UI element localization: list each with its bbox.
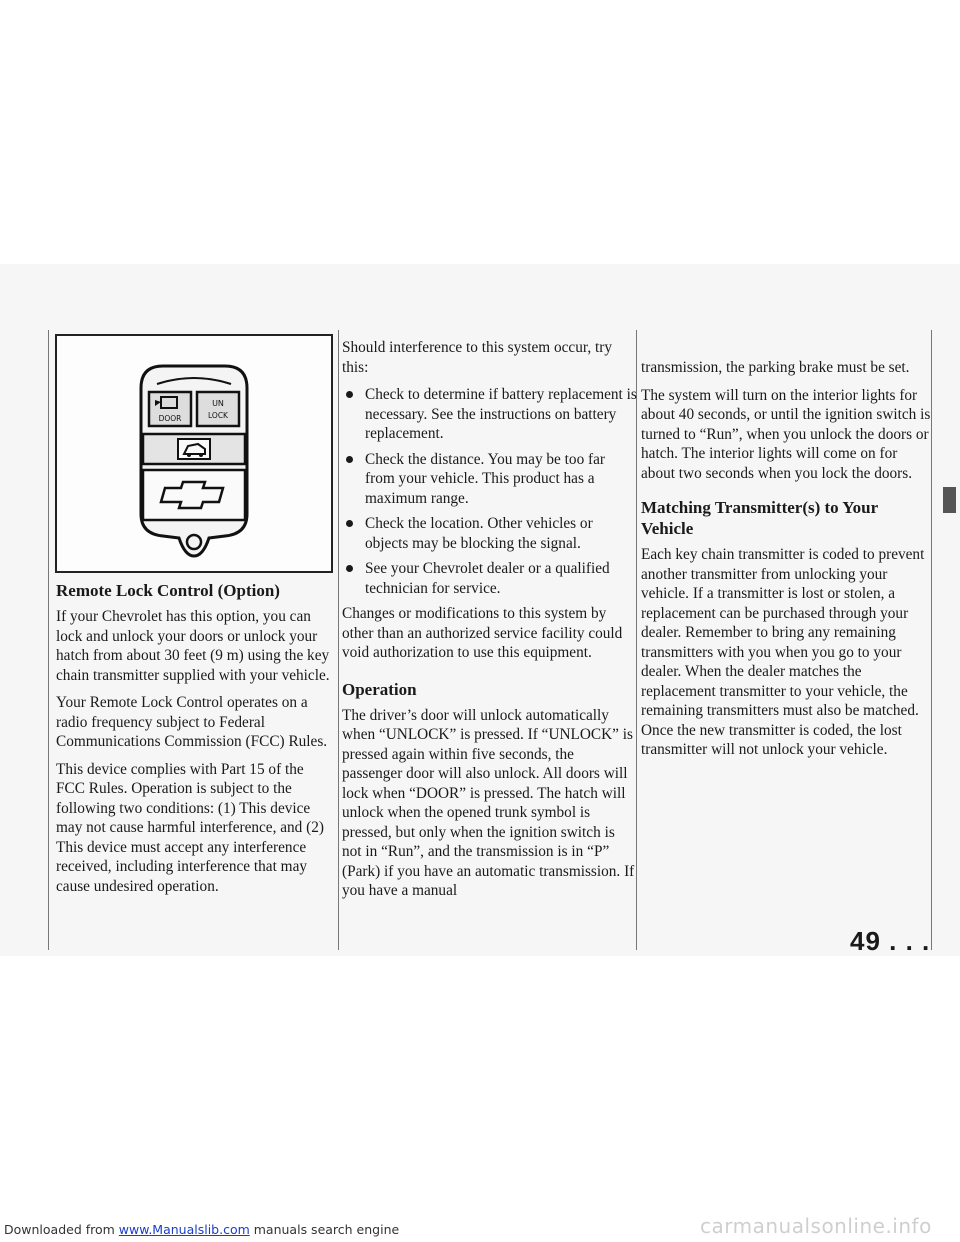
checklist-item: [342, 450, 638, 509]
logo-panel: [143, 470, 245, 520]
page-number: 49 . . .: [850, 926, 931, 956]
checklist-item-text: Check to determine if battery replacement is necessary. See the instructions on battery replacement.: [365, 386, 637, 442]
column-left: [56, 580, 336, 904]
operation-heading: Operation: [342, 679, 417, 699]
matching-heading: Matching Transmitter(s) to Your Vehicle: [641, 498, 878, 538]
trunk-wheel-icon: [199, 453, 203, 457]
continued-paragraph: transmission, the parking brake must be set.: [641, 359, 910, 376]
door-button-label: DOOR: [158, 414, 182, 423]
matching-paragraph: Each key chain transmitter is coded to prevent another transmitter from unlocking your vehicle. If a transmitter is lost or stolen, a replacement can be purchased through your dealer. Remember to bring any remaining transmitters with you when you go to your dealer. When the dealer matches the replacement transmitter to your vehicle, the remaining transmitters must also be matched. Once the new transmitter is coded, the lost transmitter will not unlock your vehicle.: [641, 546, 925, 758]
column-rule-left: [48, 330, 49, 950]
site-watermark: carmanualsonline.info: [700, 1214, 932, 1238]
interference-checklist: [342, 385, 638, 598]
unlock-button-label-lock: LOCK: [208, 411, 228, 420]
operation-paragraph: The driver’s door will unlock automatically when “UNLOCK” is pressed. If “UNLOCK” is pressed again within five seconds, the passenger door will also unlock. All doors will lock when “DOOR” is pressed. The hatch will unlock when the opened trunk symbol is pressed, but only when the ignition switch is not in “Run”, and the transmission is in “P” (Park) if you have an automatic transmission. If you have a manual: [342, 706, 635, 899]
column-right: [641, 358, 931, 768]
remote-lock-paragraph: Your Remote Lock Control operates on a radio frequency subject to Federal Communications Commission (FCC) Rules.: [56, 694, 328, 750]
modifications-paragraph: Changes or modifications to this system by other than an authorized service facility could void authorization to use this equipment.: [342, 605, 623, 661]
checklist-item: [342, 514, 638, 553]
checklist-item: [342, 385, 638, 444]
checklist-item: [342, 559, 638, 598]
column-rule-far-right: [931, 330, 932, 950]
footer-suffix: manuals search engine: [249, 1222, 400, 1237]
bullet-icon: [346, 520, 353, 527]
bullet-icon: [346, 456, 353, 463]
bullet-icon: [346, 565, 353, 572]
bullet-icon: [346, 391, 353, 398]
unlock-button-label-un: UN: [212, 399, 224, 408]
column-rule-middle: [338, 330, 339, 950]
footer-prefix: Downloaded from: [4, 1222, 119, 1237]
remote-lock-paragraph: This device complies with Part 15 of the FCC Rules. Operation is subject to the following two conditions: (1) This device may not cause harmful interference, and (2) This device must accept any interference received, including interference that may cause undesired operation.: [56, 760, 324, 895]
checklist-item-text: Check the distance. You may be too far from your vehicle. This product has a maximum range.: [365, 450, 606, 507]
trunk-wheel-icon: [187, 453, 191, 457]
download-footer: [4, 1222, 399, 1237]
interference-intro: Should interference to this system occur, try this:: [342, 339, 612, 376]
remote-lock-heading: Remote Lock Control (Option): [56, 581, 280, 600]
key-fob-drawing: [57, 336, 331, 571]
manualslib-link[interactable]: www.Manualslib.com: [118, 1222, 250, 1237]
unlock-button: [197, 392, 239, 426]
column-middle: [342, 338, 638, 909]
key-fob-illustration: [55, 334, 333, 573]
interior-lights-paragraph: The system will turn on the interior lights for about 40 seconds, or until the ignition switch is turned to “Run”, when you unlock the doors or hatch. The interior lights will come on for about two seconds when you lock the doors.: [641, 386, 931, 482]
section-tab-marker: [943, 487, 956, 513]
checklist-item-text: Check the location. Other vehicles or objects may be blocking the signal.: [365, 515, 593, 552]
remote-lock-paragraph: If your Chevrolet has this option, you can lock and unlock your doors or unlock your hatch from about 30 feet (9 m) using the key chain transmitter supplied with your vehicle.: [56, 608, 330, 684]
checklist-item-text: See your Chevrolet dealer or a qualified technician for service.: [365, 560, 610, 597]
